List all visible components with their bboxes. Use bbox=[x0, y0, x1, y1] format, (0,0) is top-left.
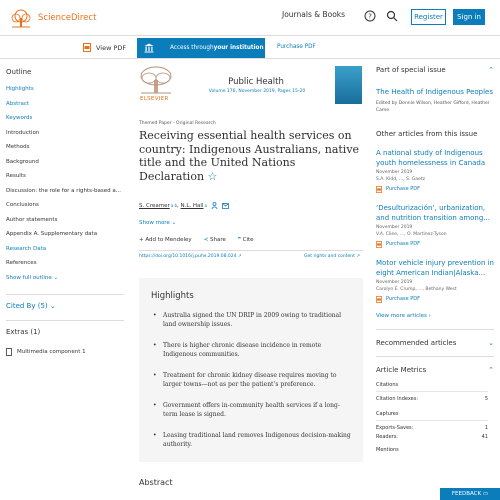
outline-item-background[interactable]: Background bbox=[6, 158, 39, 165]
rights-label: Get rights and content bbox=[304, 254, 355, 259]
document-icon bbox=[6, 348, 12, 356]
cited-by-link[interactable] bbox=[6, 302, 56, 310]
related-purchase-pdf-button[interactable] bbox=[376, 186, 494, 193]
top-bar bbox=[0, 0, 500, 36]
related-article-date: November 2019 bbox=[376, 169, 413, 175]
chevron-up-icon: ⌃ bbox=[488, 66, 494, 74]
add-to-mendeley-label: Add to Mendeley bbox=[145, 237, 192, 243]
outline-panel bbox=[6, 68, 126, 281]
divider bbox=[139, 250, 363, 251]
divider bbox=[6, 320, 124, 321]
extras-heading: Extras (1) bbox=[6, 328, 41, 336]
elsevier-logo-icon[interactable] bbox=[139, 66, 173, 94]
other-articles-heading bbox=[376, 130, 494, 138]
outline-item-research-data[interactable]: Research Data bbox=[6, 245, 47, 252]
journal-name[interactable]: Public Health bbox=[228, 77, 284, 87]
add-to-mendeley-button[interactable] bbox=[139, 237, 192, 243]
divider bbox=[6, 294, 124, 295]
view-more-articles-button[interactable] bbox=[376, 313, 494, 319]
access-institution: your institution bbox=[213, 45, 264, 51]
show-full-outline-button[interactable] bbox=[6, 275, 126, 281]
register-button[interactable]: Register bbox=[411, 9, 446, 25]
special-issue-header[interactable] bbox=[376, 66, 494, 74]
chevron-down-icon: ⌄ bbox=[171, 220, 177, 226]
chevron-down-icon: ⌄ bbox=[488, 338, 494, 347]
chevron-down-icon: ⌄ bbox=[49, 302, 56, 310]
pdf-icon bbox=[376, 296, 382, 303]
right-sidebar bbox=[376, 66, 494, 453]
cited-by-label: Cited By (5) bbox=[6, 302, 48, 310]
email-icon[interactable] bbox=[222, 203, 229, 209]
related-purchase-label: Purchase PDF bbox=[386, 296, 421, 302]
pdf-icon bbox=[376, 186, 382, 193]
recommended-label: Recommended articles bbox=[376, 338, 457, 347]
outline-item-conclusions[interactable]: Conclusions bbox=[6, 202, 39, 208]
outline-item-keywords[interactable]: Keywords bbox=[6, 115, 33, 121]
feedback-label: FEEDBACK bbox=[451, 491, 482, 497]
highlights-title: Highlights bbox=[151, 291, 194, 301]
article-header bbox=[139, 66, 363, 106]
sign-in-button[interactable]: Sign in bbox=[453, 9, 485, 25]
highlight-item: • Government offers in-community health services if a long-term lease is signed. bbox=[151, 401, 351, 419]
metric-value: 1 bbox=[484, 424, 488, 431]
share-icon: ≺ bbox=[203, 237, 211, 243]
outline-item-methods[interactable]: Methods bbox=[6, 144, 30, 150]
list-item bbox=[376, 203, 494, 248]
show-more-button[interactable] bbox=[139, 220, 176, 226]
view-more-label: View more articles bbox=[376, 312, 427, 319]
elsevier-wordmark: ELSEVIER bbox=[140, 96, 169, 102]
related-article-authors: S.A. Kidd, ..., S. Gaetz bbox=[376, 176, 425, 182]
brand-name: ScienceDirect bbox=[38, 13, 97, 23]
outline-item-discussion[interactable]: Discussion: the role for a rights-based a... bbox=[6, 187, 121, 194]
metric-row bbox=[376, 434, 488, 443]
share-button[interactable] bbox=[204, 237, 226, 243]
list-item bbox=[376, 258, 494, 303]
related-purchase-pdf-button[interactable] bbox=[376, 241, 494, 248]
pdf-icon bbox=[83, 43, 91, 52]
abstract-heading: Abstract bbox=[139, 478, 173, 487]
divider bbox=[376, 329, 494, 330]
author-affiliation-sup[interactable]: a b bbox=[170, 203, 177, 208]
other-articles-label: Other articles from this issue bbox=[376, 129, 478, 138]
outline-title: Outline bbox=[6, 68, 32, 76]
captures-section-label: Captures bbox=[376, 411, 488, 421]
highlight-item: • Australia signed the UN DRIP in 2009 owing to traditional land ownership issues. bbox=[151, 311, 351, 329]
article-metrics-header[interactable] bbox=[376, 366, 494, 374]
institution-icon bbox=[144, 43, 154, 53]
highlight-item: • Treatment for chronic kidney disease requires moving to larger towns—not as per the patient’s preference. bbox=[151, 371, 351, 389]
person-icon[interactable] bbox=[211, 202, 218, 209]
special-issue-editors: Edited by Dennie Wilson, Heather Gifford, Heather Came bbox=[376, 100, 490, 113]
related-article-date: November 2019 bbox=[376, 224, 413, 230]
related-article-date: November 2019 bbox=[376, 279, 413, 285]
institution-access-button[interactable] bbox=[137, 38, 265, 58]
cite-label: Cite bbox=[242, 237, 254, 243]
special-issue-title[interactable]: The Health of Indigenous Peoples bbox=[376, 88, 493, 96]
star-icon[interactable]: ☆ bbox=[207, 169, 218, 183]
outline-item-abstract[interactable]: Abstract bbox=[6, 100, 30, 107]
related-purchase-label: Purchase PDF bbox=[386, 241, 421, 247]
metric-row bbox=[376, 425, 488, 434]
search-icon[interactable] bbox=[386, 10, 398, 22]
metric-label: Exports-Saves: bbox=[376, 424, 414, 431]
view-pdf-button[interactable] bbox=[83, 43, 126, 52]
help-icon[interactable] bbox=[364, 10, 376, 22]
article-title-text: Receiving essential health services on country: Indigenous Australians, native title and the United Nations Declaration bbox=[139, 129, 360, 183]
multimedia-label: Multimedia component 1 bbox=[17, 349, 86, 355]
show-more-label: Show more bbox=[139, 220, 170, 226]
metric-value: 41 bbox=[481, 433, 488, 440]
metric-value: 5 bbox=[484, 395, 488, 402]
doi-link[interactable] bbox=[139, 254, 242, 259]
author-link[interactable]: N.L. Hall bbox=[180, 202, 204, 209]
author-affiliation-sup[interactable]: a bbox=[204, 203, 207, 208]
article-type: Themed Paper - Original Research bbox=[139, 121, 216, 126]
access-prefix: Access through bbox=[170, 45, 214, 51]
journal-cover-image[interactable] bbox=[335, 66, 362, 104]
purchase-pdf-link[interactable]: Purchase PDF bbox=[277, 44, 316, 50]
highlight-item: • There is higher chronic disease incidence in remote Indigenous communities. bbox=[151, 341, 351, 359]
related-article-title[interactable]: Motor vehicle injury prevention in eight American Indian|Alaska... bbox=[376, 258, 494, 277]
volume-info[interactable]: Volume 176, November 2019, Pages 15-20 bbox=[208, 89, 306, 94]
metric-label: Citation Indexes: bbox=[376, 395, 419, 402]
rights-link[interactable] bbox=[304, 254, 360, 259]
journals-books-link[interactable]: Journals & Books bbox=[282, 10, 346, 19]
show-full-outline-label: Show full outline bbox=[6, 274, 52, 281]
recommended-articles-header[interactable] bbox=[376, 339, 494, 347]
author-list: S. Creamer a b , N.L. Hall a bbox=[139, 202, 229, 209]
share-label: Share bbox=[210, 237, 226, 243]
highlight-item: • Leasing traditional land removes Indigenous decision-making authority. bbox=[151, 431, 351, 449]
pdf-icon bbox=[376, 241, 382, 248]
related-purchase-pdf-button[interactable] bbox=[376, 296, 494, 303]
special-issue-label: Part of special issue bbox=[376, 66, 446, 74]
cite-button[interactable] bbox=[238, 237, 254, 243]
highlights-box bbox=[139, 278, 363, 462]
outline-item-appendix[interactable]: Appendix A. Supplementary data bbox=[6, 231, 98, 237]
svg-text:?: ? bbox=[368, 12, 372, 21]
chevron-right-icon: › bbox=[428, 312, 431, 319]
chevron-down-icon: ⌄ bbox=[53, 274, 59, 281]
outline-item-results[interactable]: Results bbox=[6, 173, 26, 179]
outline-item-highlights[interactable]: Highlights bbox=[6, 86, 34, 92]
outline-item-references[interactable]: References bbox=[6, 260, 37, 266]
external-link-icon: ↗ bbox=[237, 254, 242, 259]
outline-item-introduction[interactable]: Introduction bbox=[6, 129, 40, 136]
metric-label: Readers: bbox=[376, 433, 398, 440]
related-article-title[interactable]: ‘Desulturización’, urbanization, and nutrition transition among... bbox=[376, 203, 490, 222]
chat-icon: ▭ bbox=[482, 491, 489, 497]
article-actions bbox=[139, 237, 254, 243]
plus-icon: + bbox=[139, 237, 146, 243]
quote-icon: ❞ bbox=[237, 237, 243, 243]
author-link[interactable]: S. Creamer bbox=[139, 202, 170, 209]
article-metrics-label: Article Metrics bbox=[376, 365, 427, 374]
related-article-title[interactable]: A national study of Indigenous youth homelessness in Canada bbox=[376, 148, 486, 167]
view-pdf-label: View PDF bbox=[96, 43, 127, 52]
feedback-button[interactable] bbox=[440, 488, 500, 500]
related-article-authors: V.A. Cliee, ..., O. Martinez-Tyson bbox=[376, 231, 447, 237]
sciencedirect-logo[interactable] bbox=[8, 8, 96, 28]
chevron-up-icon: ⌃ bbox=[488, 365, 494, 374]
external-link-icon: ↗ bbox=[356, 254, 361, 259]
elsevier-tree-icon bbox=[8, 8, 34, 28]
multimedia-component-link[interactable] bbox=[6, 348, 86, 356]
related-purchase-label: Purchase PDF bbox=[386, 186, 421, 192]
outline-item-author-statements[interactable]: Author statements bbox=[6, 216, 58, 223]
related-article-authors: Carolyn E. Crump, ..., Bethany West bbox=[376, 286, 457, 292]
list-item bbox=[376, 148, 494, 193]
metric-row bbox=[376, 396, 488, 405]
divider bbox=[376, 356, 494, 357]
doi-label: https://doi.org/10.1016/j.puhe.2019.08.024 bbox=[139, 254, 237, 259]
mentions-section-label: Mentions bbox=[376, 446, 399, 453]
article-title bbox=[139, 129, 363, 183]
citations-section-label: Citations bbox=[376, 382, 488, 392]
